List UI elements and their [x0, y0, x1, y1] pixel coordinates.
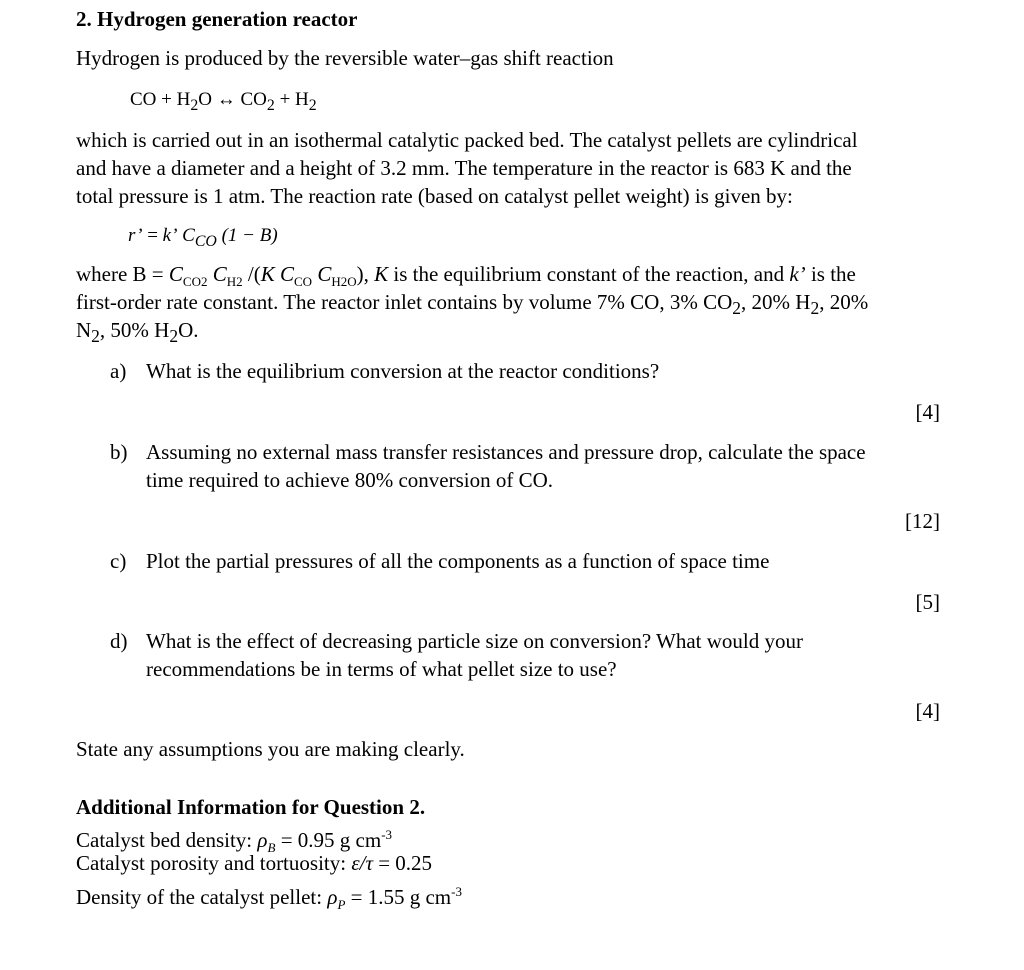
paragraph-line-3: total pressure is 1 atm. The reaction rate (based on catalyst pellet weight) is given by: — [76, 184, 793, 208]
where-line: where $B = C_{CO2}$ $C_{H2}$ /(K $C_{CO}$ $C_{H2O}$), K is the equilibrium constant of the reaction, and k’ is the — [76, 262, 856, 290]
pellet-density: Density of the catalyst pellet: $\rho_P = 1.55$ g $cm^{-3}$ — [76, 884, 462, 913]
part-label: b) — [110, 440, 128, 464]
intro-text: Hydrogen is produced by the reversible water–gas shift reaction — [76, 46, 614, 70]
inlet-line-2: $N_2$, 50% $H_2O$. — [76, 318, 199, 347]
part-text: Assuming no external mass transfer resistances and pressure drop, calculate the space — [146, 440, 866, 464]
question-title: 2. Hydrogen generation reactor — [76, 7, 358, 31]
part-label: c) — [110, 549, 127, 573]
part-text: What is the effect of decreasing particle size on conversion? What would your — [146, 629, 803, 653]
bed-density: Catalyst bed density: $\rho_B = 0.95$ g $cm^{-3}$ — [76, 827, 393, 856]
part-mark: [12] — [905, 509, 940, 533]
assumptions-note: State any assumptions you are making clearly. — [76, 737, 465, 761]
paragraph-line-2: and have a diameter and a height of 3.2 mm. The temperature in the reactor is 683 K and the — [76, 156, 852, 180]
part-mark: [4] — [915, 699, 940, 723]
part-text: time required to achieve 80% conversion of CO. — [146, 468, 554, 492]
part-text: Plot the partial pressures of all the components as a function of space time — [146, 549, 770, 573]
part-label: a) — [110, 359, 127, 383]
inlet-line: first-order rate constant. The reactor inlet contains by volume 7% CO, 3% $CO_2$, 20% $H_2$, 20% — [76, 290, 869, 319]
part-text: recommendations be in terms of what pellet size to use? — [146, 657, 617, 681]
part-mark: [4] — [915, 400, 940, 424]
porosity-tortuosity: Catalyst porosity and tortuosity: ε/τ = 0.25 — [76, 851, 433, 875]
part-text: What is the equilibrium conversion at the reactor conditions? — [146, 359, 660, 383]
part-mark: [5] — [915, 590, 940, 614]
additional-heading: Additional Information for Question 2. — [76, 795, 426, 819]
part-label: d) — [110, 629, 128, 653]
rate-equation: r’ = k’ $C_{CO}$ (1 − B) — [128, 225, 278, 250]
paragraph-line-1: which is carried out in an isothermal catalytic packed bed. The catalyst pellets are cylindrical — [76, 128, 858, 152]
reaction-equation: CO + $H_2O$ ↔ $CO_2 + H_2$ — [130, 89, 317, 114]
